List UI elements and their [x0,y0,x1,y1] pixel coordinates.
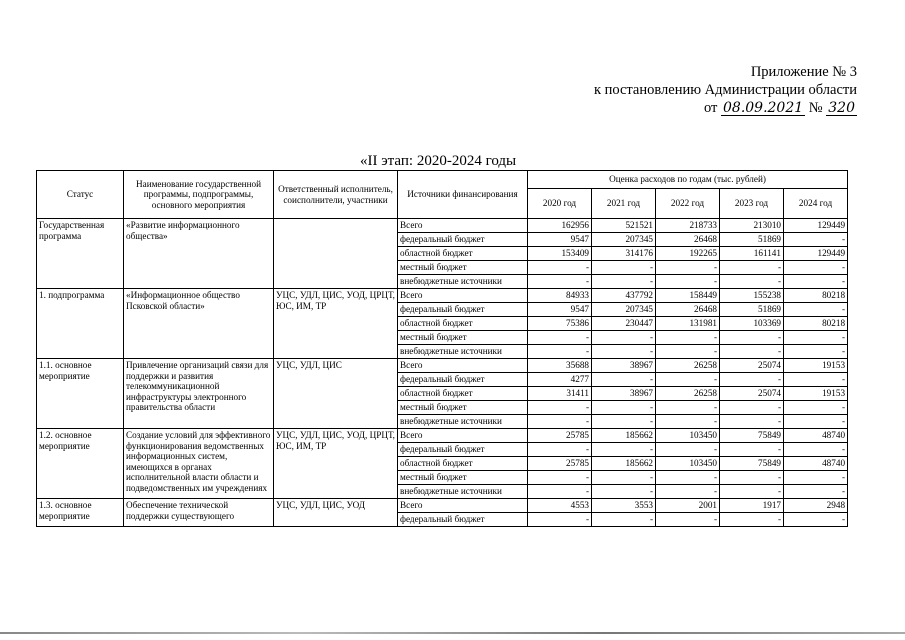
header-status: Статус [37,171,124,219]
value-cell: - [784,345,848,359]
group-responsible: УЦС, УДЛ, ЦИС [274,359,398,429]
value-cell: - [592,275,656,289]
source-cell: федеральный бюджет [398,443,528,457]
date-prefix: от [703,100,718,116]
value-cell: - [592,513,656,527]
value-cell: 2948 [784,499,848,513]
table-row [37,359,848,373]
value-cell: 129449 [784,247,848,261]
resolution-date-line [704,100,857,117]
source-cell: Всего [398,429,528,443]
group-status: 1.2. основное мероприятие [37,429,124,499]
source-cell: Всего [398,219,528,233]
value-cell: - [720,401,784,415]
group-responsible: УЦС, УДЛ, ЦИС, УОД, ЦРЦТ, ЮС, ИМ, ТР [274,289,398,359]
value-cell: 84933 [528,289,592,303]
table-row [37,499,848,513]
value-cell: - [784,485,848,499]
source-cell: Всего [398,359,528,373]
value-cell: 103450 [656,457,720,471]
value-cell: 25074 [720,359,784,373]
value-cell: 155238 [720,289,784,303]
header-responsible: Ответственный исполнитель, соисполнители, участники [274,171,398,219]
value-cell: 153409 [528,247,592,261]
value-cell: - [656,415,720,429]
value-cell: - [784,513,848,527]
table-header [37,171,848,219]
value-cell: 185662 [592,429,656,443]
value-cell: 19153 [784,387,848,401]
value-cell: 103369 [720,317,784,331]
group-status: 1. подпрограмма [37,289,124,359]
value-cell: - [592,415,656,429]
value-cell: - [720,471,784,485]
value-cell: - [784,233,848,247]
header-name: Наименование государственной программы, подпрограммы, основного мероприятия [124,171,274,219]
source-cell: местный бюджет [398,401,528,415]
value-cell: 4553 [528,499,592,513]
value-cell: - [656,485,720,499]
value-cell: - [784,471,848,485]
value-cell: - [528,261,592,275]
value-cell: - [784,261,848,275]
value-cell: 9547 [528,233,592,247]
value-cell: - [720,345,784,359]
value-cell: 26468 [656,233,720,247]
table-row [37,289,848,303]
value-cell: 25074 [720,387,784,401]
header-year: 2023 год [720,189,784,219]
value-cell: 207345 [592,233,656,247]
source-cell: федеральный бюджет [398,513,528,527]
source-cell: областной бюджет [398,457,528,471]
number-sign: № [808,100,823,116]
value-cell: - [656,261,720,275]
group-name: «Информационное общество Псковской области» [124,289,274,359]
source-cell: внебюджетные источники [398,415,528,429]
header-sources: Источники финансирования [398,171,528,219]
value-cell: - [784,415,848,429]
value-cell: - [528,345,592,359]
source-cell: внебюджетные источники [398,275,528,289]
value-cell: - [592,345,656,359]
value-cell: 129449 [784,219,848,233]
header-year: 2024 год [784,189,848,219]
source-cell: внебюджетные источники [398,485,528,499]
source-cell: областной бюджет [398,247,528,261]
value-cell: - [592,443,656,457]
value-cell: - [592,331,656,345]
source-cell: областной бюджет [398,387,528,401]
value-cell: 80218 [784,289,848,303]
value-cell: - [528,401,592,415]
value-cell: 35688 [528,359,592,373]
group-responsible [274,219,398,289]
value-cell: 51869 [720,233,784,247]
value-cell: - [656,345,720,359]
value-cell: 26468 [656,303,720,317]
source-cell: местный бюджет [398,331,528,345]
source-cell: федеральный бюджет [398,233,528,247]
value-cell: - [528,415,592,429]
value-cell: - [656,401,720,415]
value-cell: 131981 [656,317,720,331]
handwritten-number: 320 [828,100,855,116]
table-row [37,219,848,233]
value-cell: 75386 [528,317,592,331]
value-cell: 185662 [592,457,656,471]
value-cell: - [528,485,592,499]
value-cell: 161141 [720,247,784,261]
value-cell: 218733 [656,219,720,233]
value-cell: - [720,513,784,527]
source-cell: местный бюджет [398,261,528,275]
value-cell: - [528,331,592,345]
value-cell: 38967 [592,359,656,373]
value-cell: - [720,415,784,429]
value-cell: - [720,373,784,387]
table-row [37,429,848,443]
value-cell: 38967 [592,387,656,401]
value-cell: 3553 [592,499,656,513]
value-cell: - [720,261,784,275]
value-cell: 26258 [656,359,720,373]
value-cell: - [720,331,784,345]
source-cell: федеральный бюджет [398,373,528,387]
value-cell: 31411 [528,387,592,401]
value-cell: 25785 [528,457,592,471]
value-cell: 158449 [656,289,720,303]
value-cell: 230447 [592,317,656,331]
group-name: «Развитие информационного общества» [124,219,274,289]
value-cell: - [592,471,656,485]
value-cell: 80218 [784,317,848,331]
value-cell: - [720,443,784,457]
value-cell: 26258 [656,387,720,401]
group-status: Государственная программа [37,219,124,289]
value-cell: - [592,401,656,415]
value-cell: 25785 [528,429,592,443]
group-responsible: УЦС, УДЛ, ЦИС, УОД, ЦРЦТ, ЮС, ИМ, ТР [274,429,398,499]
group-responsible: УЦС, УДЛ, ЦИС, УОД [274,499,398,527]
value-cell: 521521 [592,219,656,233]
expenditure-table [36,170,848,527]
header-year: 2021 год [592,189,656,219]
value-cell: - [656,443,720,457]
value-cell: 48740 [784,429,848,443]
source-cell: областной бюджет [398,317,528,331]
value-cell: 75849 [720,457,784,471]
value-cell: 75849 [720,429,784,443]
value-cell: 48740 [784,457,848,471]
header-year: 2022 год [656,189,720,219]
value-cell: 19153 [784,359,848,373]
value-cell: 192265 [656,247,720,261]
source-cell: внебюджетные источники [398,345,528,359]
resolution-reference: к постановлению Администрации области [593,82,857,98]
source-cell: федеральный бюджет [398,303,528,317]
value-cell: - [592,373,656,387]
table-body [37,219,848,527]
value-cell: - [592,261,656,275]
group-name: Обеспечение технической поддержки существующего [124,499,274,527]
value-cell: - [784,275,848,289]
header-year: 2020 год [528,189,592,219]
stage-title: «II этап: 2020-2024 годы [360,153,517,169]
value-cell: - [528,443,592,457]
value-cell: 213010 [720,219,784,233]
value-cell: 4277 [528,373,592,387]
value-cell: 1917 [720,499,784,513]
value-cell: - [784,373,848,387]
value-cell: - [528,513,592,527]
value-cell: 207345 [592,303,656,317]
value-cell: - [784,331,848,345]
group-status: 1.3. основное мероприятие [37,499,124,527]
value-cell: - [592,485,656,499]
value-cell: 437792 [592,289,656,303]
value-cell: 103450 [656,429,720,443]
value-cell: - [656,373,720,387]
group-status: 1.1. основное мероприятие [37,359,124,429]
value-cell: - [720,275,784,289]
value-cell: - [528,275,592,289]
source-cell: местный бюджет [398,471,528,485]
value-cell: 2001 [656,499,720,513]
value-cell: - [720,485,784,499]
group-name: Создание условий для эффективного функционирования ведомственных информационных систем, имеющихся в органах исполнительной власти области и подведомственных им учреждениях [124,429,274,499]
group-name: Привлечение организаций связи для поддержки и развития телекоммуникационной инфраструктуры электронного правительства области [124,359,274,429]
source-cell: Всего [398,289,528,303]
value-cell: 162956 [528,219,592,233]
value-cell: - [784,401,848,415]
header-estimate: Оценка расходов по годам (тыс. рублей) [528,171,848,189]
value-cell: 9547 [528,303,592,317]
value-cell: - [656,471,720,485]
value-cell: - [784,303,848,317]
value-cell: - [528,471,592,485]
appendix-number: Приложение № 3 [750,64,857,80]
value-cell: - [656,275,720,289]
value-cell: - [784,443,848,457]
value-cell: 314176 [592,247,656,261]
scan-edge-line [0,632,905,634]
value-cell: - [656,331,720,345]
source-cell: Всего [398,499,528,513]
value-cell: - [656,513,720,527]
handwritten-date: 08.09.2021 [723,100,804,116]
value-cell: 51869 [720,303,784,317]
